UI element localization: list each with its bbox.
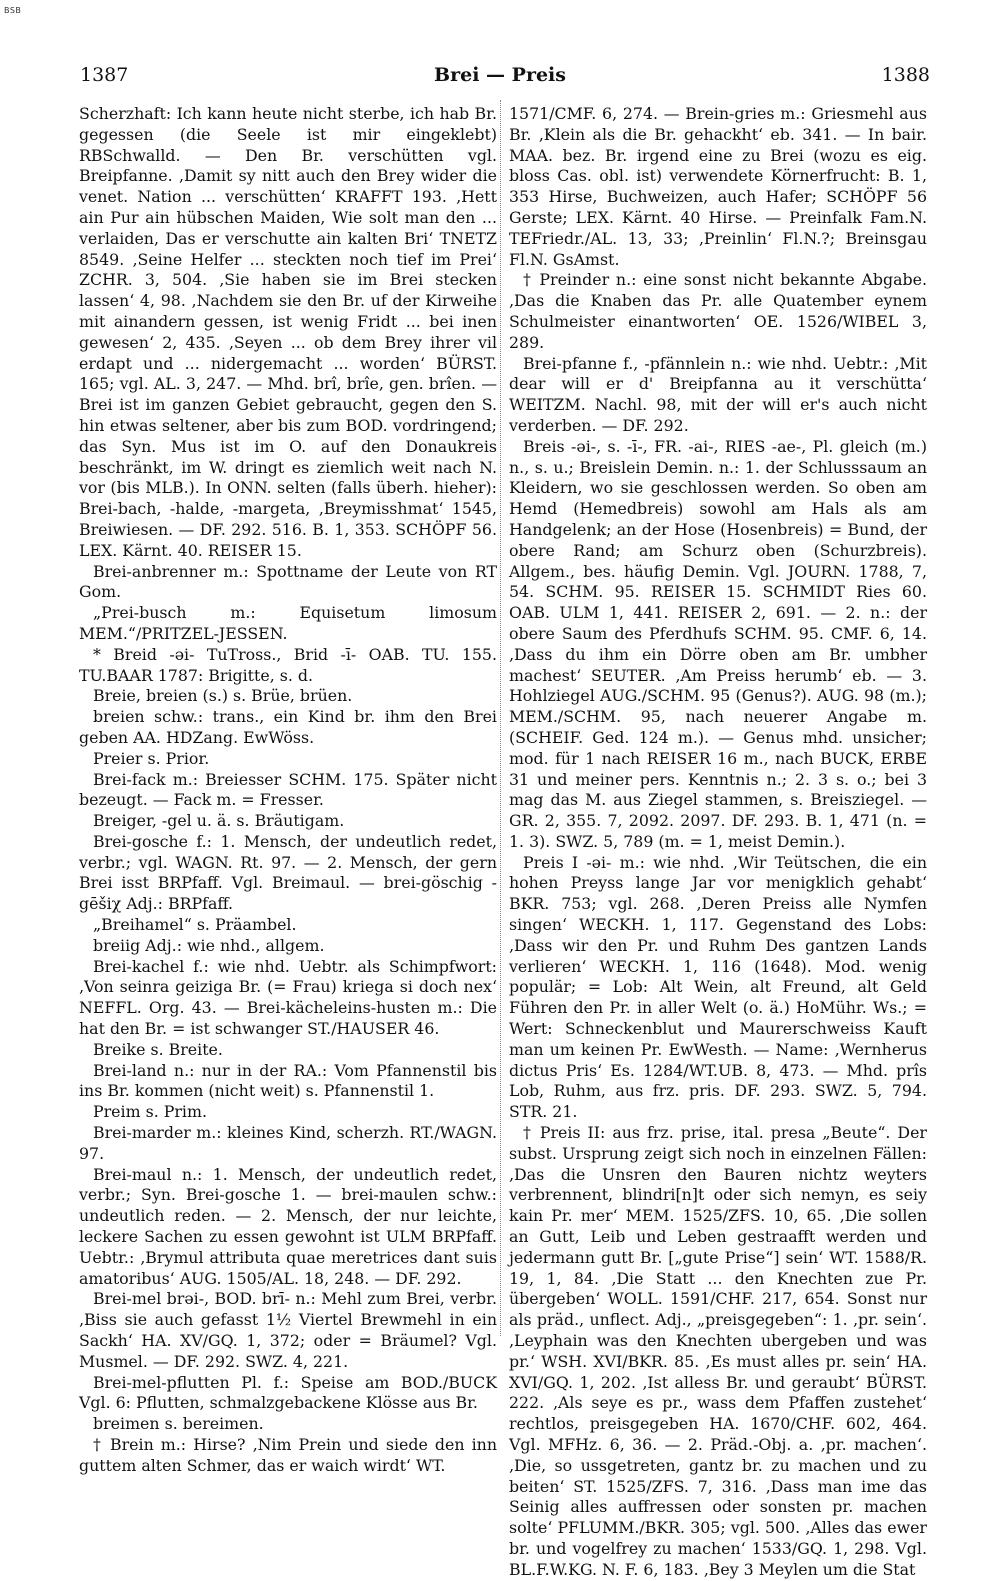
dictionary-entry: * Breid -əi- TuTross., Brid -ī- OAB. TU. 155. TU.BAAR 1787: Brigitte, s. d. bbox=[79, 644, 497, 685]
dictionary-entry: breimen s. bereimen. bbox=[93, 1414, 264, 1434]
entry-continuation: Scherzhaft: Ich kann heute nicht sterbe, ich hab Br. gegessen (die Seele ist mir eingeklebt) RBSchwalld. — Den Br. verschütten vgl. Breipfanne. ‚Damit sy nitt auch den Brey wider die venet. Nation ... verschütten‘ KRAFFT 193. ‚Hett ain Pur ain hübschen Maiden, Wie solt man den ... verlaiden, Das er verschutte ain kalten Bri‘ TNETZ 8549. ‚Seine Helfer ... steckten noch tief im Prei‘ ZCHR. 3, 504. ‚Sie haben sie im Brei stecken lassen‘ 4, 98. ‚Nachdem sie den Br. uf der Kirweihe mit ainandern gessen, ist wenig Fridt ... bei inen gewesen‘ 2, 435. ‚Seyen ... ob dem Brey ihrer vil erdapt und ... nidergemacht ... worden‘ BÜRST. 165; vgl. AL. 3, 247. — Mhd. brî, brîe, gen. brîen. — Brei ist im ganzen Gebiet gebraucht, gegen den S. hin etwas seltener, aber bis zum BOD. vordringend; das Syn. Mus ist im O. auf den Donaukreis beschränkt, im W. dringt es ziemlich weit nach N. vor (bis MLB.). In ONN. selten (falls überh. hieher): Brei-bach, -halde, -margeta, ‚Breymisshmat‘ 1545, Breiwiesen. — DF. 292. 516. B. 1, 353. SCHÖPF 56. LEX. Kärnt. 40. REISER 15. bbox=[79, 104, 497, 560]
dictionary-entry: Brei-mel-pflutten Pl. f.: Speise am BOD./BUCK Vgl. 6: Pflutten, schmalzgebackene Klösse aus Br. bbox=[79, 1372, 497, 1413]
dictionary-entry: Brei-maul n.: 1. Mensch, der undeutlich redet, verbr.; Syn. Brei-gosche 1. — brei-maulen schw.: undeutlich reden. — 2. Mensch, der nur leichte, leckere Sachen zu essen gewohnt ist ULM BRPfaff. Uebtr.: ‚Brymul attributa quae meretrices dant suis amatoribus‘ AUG. 1505/AL. 18, 248. — DF. 292. bbox=[79, 1164, 497, 1288]
dictionary-entry: † Preis II: aus frz. prise, ital. presa „Beute“. Der subst. Ursprung zeigt sich noch in einzelnen Fällen: ‚Das die Unsren den Bauren nichtz weyters verbrennent, blindri[n]t oder sich nemyn, es seiy kain Pr. mer‘ MEM. 1525/ZFS. 10, 65. ‚Die sollen an Gutt, Leib und Leben gestraafft werden und jedermann gutt Br. [„gute Prise“] sein‘ WT. 1588/R. 19, 1, 84. ‚Die Statt ... den Knechten zue Pr. übergeben‘ WOLL. 1591/CHF. 217, 654. Sonst nur als präd., unflect. Adj., „preisgegeben“: 1. ‚pr. sein‘. ‚Leyphain was den Knechten ubergeben und was pr.‘ WSH. XVI/BKR. 85. ‚Es must alles pr. sein‘ HA. XVI/GQ. 1, 202. ‚Ist alless Br. und geraubt‘ BÜRST. 222. ‚Als seye es pr., wass dem Pfaffen zustehet‘ rechtlos, preisgegeben HA. 1670/CHF. 602, 464. Vgl. MFHz. 6, 36. — 2. Präd.-Obj. a. ‚pr. machen‘. ‚Die, so ussgetreten, gantz br. zu machen und zu beiten‘ ST. 1525/ZFS. 7, 316. ‚Dass man ime das Seinig alles auffressen oder sonsten pr. machen solte‘ PFLUMM./BKR. 305; vgl. 500. ‚Alles das ewer br. und vogelfrey zu machen‘ 1533/GQ. 1, 298. Vgl. BL.F.W.KG. N. F. 6, 183. ‚Bey 3 Meylen um die Stat bbox=[509, 1123, 927, 1579]
dictionary-entry: Breie, breien (s.) s. Brüe, brüen. bbox=[93, 686, 353, 706]
dictionary-entry: Breis -əi-, s. -ī-, FR. -ai-, RIES -ae-, Pl. gleich (m.) n., s. u.; Breislein Demin. n.: 1. der Schlusssaum an Kleidern, wo sie geschlossen werden. So oben am Hemd (Hemedbreis) sowohl am Hals als am Handgelenk; an der Hose (Hosenbreis) = Bund, der obere Rand; am Schurz oben (Schurzbreis). Allgem., bes. häufig Demin. Vgl. JOURN. 1788, 7, 54. SCHM. 95. REISER 15. SCHMIDT Ries 60. OAB. ULM 1, 441. REISER 2, 691. — 2. n.: der obere Saum des Pferdhufs SCHM. 95. CMF. 6, 14. ‚Dass du ihm ein Dörre oben am Br. umbher machest‘ SEUTER. ‚Am Preiss herumb‘ eb. — 3. Hohlziegel AUG./SCHM. 95 (Genus?). AUG. 98 (m.); MEM./SCHM. 95, nach neuerer Angabe m. (SCHEIF. Ged. 124 m.). — Genus mhd. unsicher; mod. für 1 nach REISER 16 m., nach BUCK, ERBE 31 und meiner pers. Kenntnis n.; 2. 3 s. o.; bei 3 mag das M. aus Ziegel stammen, s. Breisziegel. — GR. 2, 355. 7, 2092. 2097. DF. 293. B. 1, 471 (n. = 1. 3). SWZ. 5, 789 (m. = 1, meist Demin.). bbox=[509, 436, 927, 851]
dictionary-entry: † Preinder n.: eine sonst nicht bekannte Abgabe. ‚Das die Knaben das Pr. alle Quatember eynem Schulmeister einantworten‘ OE. 1526/WIBEL 3, 289. bbox=[509, 270, 927, 352]
dictionary-entry: Preis I -əi- m.: wie nhd. ‚Wir Teütschen, die ein hohen Preyss lange Jar vor menigklich gehabt‘ BKR. 753; vgl. 268. ‚Deren Preiss alle Nymfen singen‘ WECKH. 1, 117. Gegenstand des Lobs: ‚Dass wir den Pr. und Ruhm Des gantzen Lands verlieren‘ WECKH. 1, 116 (1648). Mod. wenig populär; = Lob: Alt Wein, alt Freund, alt Geld Führen den Pr. in aller Welt (o. ä.) HoMühr. Ws.; = Wert: Schneckenblut und Maurerschweiss Kauft man um keinen Pr. EwWesth. — Name: ‚Wernherus dictus Pris‘ Es. 1284/WT.UB. 8, 473. — Mhd. prîs Lob, Ruhm, aus frz. pris. DF. 293. SWZ. 5, 794. STR. 21. bbox=[509, 852, 927, 1122]
dictionary-entry: † Brein m.: Hirse? ‚Nim Prein und siede den inn guttem alten Schmer, das er waich wirdt‘ WT. bbox=[79, 1435, 497, 1475]
dictionary-entry: Preim s. Prim. bbox=[93, 1102, 207, 1122]
dictionary-entry: Brei-pfanne f., -pfännlein n.: wie nhd. Uebtr.: ‚Mit dear will er d' Breipfanna au it verschütta‘ WEITZM. Nachl. 98, mit der will er's auch nicht verderben. — DF. 292. bbox=[509, 353, 927, 435]
dictionary-entry: Brei-marder m.: kleines Kind, scherzh. RT./WAGN. 97. bbox=[79, 1123, 497, 1163]
page-number-left: 1387 bbox=[80, 64, 129, 86]
dictionary-entry: Brei-anbrenner m.: Spottname der Leute von RT Gom. bbox=[79, 561, 497, 602]
running-title: Brei — Preis bbox=[434, 64, 566, 86]
dictionary-entry: „Prei-busch m.: Equisetum limosum MEM.“/PRITZEL-JESSEN. bbox=[79, 603, 497, 643]
right-column bbox=[509, 104, 927, 1581]
dictionary-entry: Breike s. Breite. bbox=[93, 1039, 223, 1059]
dictionary-entry: „Breihamel“ s. Präambel. bbox=[93, 915, 297, 935]
column-divider bbox=[500, 100, 501, 1336]
dictionary-entry: Brei-fack m.: Breiesser SCHM. 175. Später nicht bezeugt. — Fack m. = Fresser. bbox=[79, 769, 497, 810]
entry-continuation: 1571/CMF. 6, 274. — Brein-gries m.: Griesmehl aus Br. ‚Klein als die Br. gehackht‘ eb. 341. — In bair. MAA. bez. Br. irgend eine zu Brei (wozu es eig. bloss Cas. obl. ist) verwendete Körnerfrucht: B. 1, 353 Hirse, Buchweizen, auch Hafer; SCHÖPF 56 Gerste; LEX. Kärnt. 40 Hirse. — Preinfalk Fam.N. TEFriedr./AL. 13, 33; ‚Preinlin‘ Fl.N.?; Breinsgau Fl.N. GsAmst. bbox=[509, 104, 927, 269]
dictionary-entry: Brei-land n.: nur in der RA.: Vom Pfannenstil bis ins Br. kommen (nicht weit) s. Pfannenstil 1. bbox=[79, 1060, 497, 1101]
dictionary-entry: Brei-kachel f.: wie nhd. Uebtr. als Schimpfwort: ‚Von seinra geiziga Br. (= Frau) kriega si doch nex‘ NEFFL. Org. 43. — Brei-kächeleins-husten m.: Die hat den Br. = ist schwanger ST./HAUSER 46. bbox=[79, 956, 497, 1039]
page-number-right: 1388 bbox=[881, 64, 930, 86]
dictionary-entry: breien schw.: trans., ein Kind br. ihm den Brei geben AA. HDZang. EwWöss. bbox=[79, 707, 497, 747]
dictionary-entry: breiig Adj.: wie nhd., allgem. bbox=[93, 935, 325, 955]
library-stamp: BSB bbox=[4, 6, 22, 15]
dictionary-entry: Brei-gosche f.: 1. Mensch, der undeutlich redet, verbr.; vgl. WAGN. Rt. 97. — 2. Mensch, der gern Brei isst BRPfaff. Vgl. Breimaul. — brei-göschig -gēšiχ Adj.: BRPfaff. bbox=[79, 831, 497, 914]
dictionary-entry: Brei-mel brəi-, BOD. brī- n.: Mehl zum Brei, verbr. ‚Biss sie auch gefasst 1½ Viertel Brewmehl in ein Sackh‘ HA. XV/GQ. 1, 372; oder = Bräumel? Vgl. Musmel. — DF. 292. SWZ. 4, 221. bbox=[79, 1289, 497, 1371]
left-column bbox=[79, 104, 497, 1477]
dictionary-entry: Preier s. Prior. bbox=[93, 748, 210, 768]
dictionary-entry: Breiger, -gel u. ä. s. Bräutigam. bbox=[93, 811, 345, 831]
